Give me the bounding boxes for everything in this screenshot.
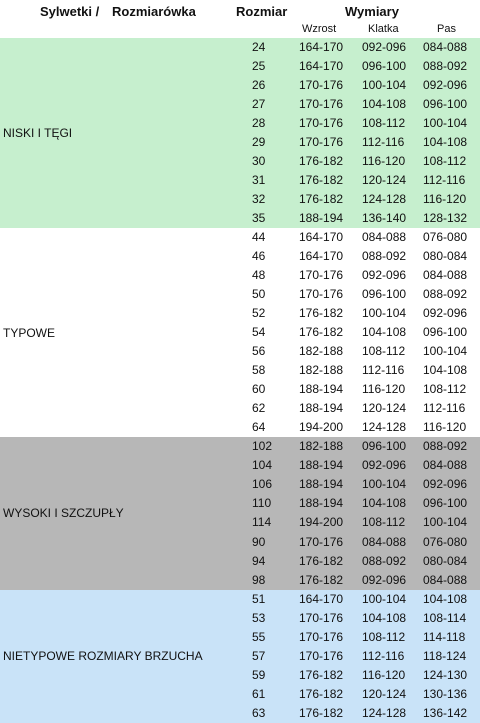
klatka-cell: 124-128: [362, 420, 407, 435]
size-cell: 106: [252, 477, 273, 492]
wzrost-cell: 176-182: [299, 686, 344, 701]
size-cell: 25: [252, 59, 266, 74]
group-label: NISKI I TĘGI: [3, 126, 73, 141]
table-row: [0, 323, 480, 342]
table-row: [0, 95, 480, 114]
size-cell: 28: [252, 116, 266, 131]
table-row: [0, 647, 480, 666]
size-cell: 114: [252, 515, 272, 530]
size-cell: 32: [252, 192, 266, 207]
klatka-cell: 096-100: [362, 287, 407, 302]
wzrost-cell: 182-188: [299, 439, 344, 454]
wzrost-cell: 176-182: [299, 306, 344, 321]
pas-cell: 096-100: [423, 97, 468, 112]
table-row: [0, 114, 480, 133]
pas-cell: 100-104: [423, 515, 468, 530]
size-cell: 35: [252, 211, 266, 226]
klatka-cell: 116-120: [362, 667, 406, 682]
klatka-cell: 100-104: [362, 306, 407, 321]
group-label: NIETYPOWE ROZMIARY BRZUCHA: [3, 649, 203, 664]
klatka-cell: 108-112: [362, 629, 406, 644]
klatka-cell: 088-092: [362, 553, 407, 568]
wzrost-cell: 170-176: [299, 116, 344, 131]
wzrost-cell: 170-176: [299, 534, 344, 549]
table-row: [0, 399, 480, 418]
table-row: [0, 418, 480, 437]
pas-cell: 130-136: [423, 686, 468, 701]
klatka-cell: 116-120: [362, 154, 406, 169]
size-cell: 27: [252, 97, 266, 112]
pas-cell: 100-104: [423, 116, 468, 131]
table-row: [0, 513, 480, 532]
klatka-cell: 120-124: [362, 686, 407, 701]
size-cell: 29: [252, 135, 266, 150]
pas-cell: 114-118: [423, 629, 466, 644]
header-klatka: Klatka: [368, 23, 399, 35]
pas-cell: 112-116: [423, 401, 466, 416]
table-row: [0, 342, 480, 361]
wzrost-cell: 188-194: [299, 211, 344, 226]
pas-cell: 088-092: [423, 59, 468, 74]
klatka-cell: 108-112: [362, 116, 406, 131]
size-cell: 60: [252, 382, 266, 397]
wzrost-cell: 170-176: [299, 78, 344, 93]
table-row: [0, 590, 480, 609]
klatka-cell: 108-112: [362, 344, 406, 359]
table-row: [0, 685, 480, 704]
klatka-cell: 096-100: [362, 439, 407, 454]
size-cell: 58: [252, 363, 266, 378]
table-row: [0, 475, 480, 494]
size-cell: 48: [252, 268, 266, 283]
pas-cell: 124-130: [423, 667, 468, 682]
wzrost-cell: 188-194: [299, 401, 344, 416]
table-row: [0, 285, 480, 304]
wzrost-cell: 164-170: [299, 230, 344, 245]
table-row: [0, 628, 480, 647]
wzrost-cell: 176-182: [299, 705, 344, 720]
table-row: [0, 571, 480, 590]
wzrost-cell: 170-176: [299, 610, 344, 625]
size-cell: 44: [252, 230, 266, 245]
group-label: TYPOWE: [3, 325, 56, 340]
table-row: [0, 609, 480, 628]
table-header: [0, 0, 480, 38]
klatka-cell: 104-108: [362, 496, 407, 511]
klatka-cell: 112-116: [362, 648, 405, 663]
wzrost-cell: 164-170: [299, 40, 344, 54]
size-cell: 59: [252, 667, 266, 682]
pas-cell: 096-100: [423, 496, 468, 511]
group-band: [0, 590, 480, 723]
wzrost-cell: 194-200: [299, 420, 344, 435]
pas-cell: 116-120: [423, 420, 467, 435]
size-cell: 61: [252, 686, 266, 701]
table-row: [0, 133, 480, 152]
group-band: [0, 228, 480, 437]
klatka-cell: 112-116: [362, 135, 405, 150]
pas-cell: 092-096: [423, 306, 468, 321]
table-row: [0, 57, 480, 76]
size-cell: 98: [252, 572, 266, 587]
table-row: [0, 304, 480, 323]
table-row: [0, 76, 480, 95]
pas-cell: 092-096: [423, 78, 468, 93]
wzrost-cell: 176-182: [299, 325, 344, 340]
size-cell: 90: [252, 534, 266, 549]
pas-cell: 104-108: [423, 363, 468, 378]
klatka-cell: 104-108: [362, 97, 407, 112]
size-cell: 54: [252, 325, 266, 340]
header-wzrost: Wzrost: [302, 23, 337, 35]
pas-cell: 080-084: [423, 553, 468, 568]
klatka-cell: 120-124: [362, 173, 407, 188]
size-cell: 110: [252, 496, 272, 511]
table-row: [0, 209, 480, 228]
klatka-cell: 116-120: [362, 382, 406, 397]
pas-cell: 080-084: [423, 249, 468, 264]
wzrost-cell: 188-194: [299, 382, 344, 397]
klatka-cell: 092-096: [362, 458, 407, 473]
table-row: [0, 494, 480, 513]
size-cell: 94: [252, 553, 266, 568]
wzrost-cell: 176-182: [299, 173, 344, 188]
table-row: [0, 437, 480, 456]
klatka-cell: 120-124: [362, 401, 407, 416]
table-row: [0, 361, 480, 380]
klatka-cell: 136-140: [362, 211, 407, 226]
klatka-cell: 124-128: [362, 705, 407, 720]
size-cell: 53: [252, 610, 266, 625]
table-row: [0, 190, 480, 209]
pas-cell: 084-088: [423, 572, 468, 587]
table-row: [0, 38, 480, 57]
pas-cell: 076-080: [423, 230, 468, 245]
pas-cell: 116-120: [423, 192, 467, 207]
table-row: [0, 228, 480, 247]
table-row: [0, 533, 480, 552]
klatka-cell: 092-096: [362, 268, 407, 283]
size-cell: 63: [252, 705, 266, 720]
pas-cell: 084-088: [423, 268, 468, 283]
klatka-cell: 100-104: [362, 78, 407, 93]
table-row: [0, 666, 480, 685]
size-cell: 57: [252, 648, 266, 663]
pas-cell: 108-112: [423, 382, 467, 397]
pas-cell: 104-108: [423, 135, 468, 150]
size-cell: 50: [252, 287, 266, 302]
pas-cell: 088-092: [423, 287, 468, 302]
table-row: [0, 171, 480, 190]
klatka-cell: 084-088: [362, 230, 407, 245]
size-cell: 52: [252, 306, 266, 321]
group-label: WYSOKI I SZCZUPŁY: [3, 506, 124, 521]
table-row: [0, 380, 480, 399]
pas-cell: 108-112: [423, 154, 467, 169]
klatka-cell: 104-108: [362, 325, 407, 340]
size-cell: 62: [252, 401, 266, 416]
size-cell: 102: [252, 439, 273, 454]
table-row: [0, 266, 480, 285]
klatka-cell: 092-096: [362, 572, 407, 587]
klatka-cell: 096-100: [362, 59, 407, 74]
pas-cell: 118-124: [423, 648, 467, 663]
header-rozmiarowka: Rozmiarówka: [112, 4, 196, 19]
size-cell: 26: [252, 78, 266, 93]
header-rozmiar: Rozmiar: [236, 4, 288, 19]
wzrost-cell: 170-176: [299, 648, 344, 663]
group-band: [0, 38, 480, 228]
wzrost-cell: 176-182: [299, 572, 344, 587]
pas-cell: 112-116: [423, 173, 466, 188]
pas-cell: 088-092: [423, 439, 468, 454]
pas-cell: 128-132: [423, 211, 468, 226]
wzrost-cell: 194-200: [299, 515, 344, 530]
wzrost-cell: 188-194: [299, 458, 344, 473]
klatka-cell: 084-088: [362, 534, 407, 549]
pas-cell: 084-088: [423, 40, 468, 54]
pas-cell: 096-100: [423, 325, 468, 340]
wzrost-cell: 170-176: [299, 135, 344, 150]
wzrost-cell: 164-170: [299, 591, 344, 606]
header-wymiary: Wymiary: [345, 4, 399, 19]
size-cell: 56: [252, 344, 266, 359]
pas-cell: 092-096: [423, 477, 468, 492]
wzrost-cell: 182-188: [299, 344, 344, 359]
wzrost-cell: 170-176: [299, 268, 344, 283]
klatka-cell: 100-104: [362, 477, 407, 492]
size-cell: 24: [252, 40, 266, 54]
size-cell: 64: [252, 420, 266, 435]
klatka-cell: 112-116: [362, 363, 405, 378]
klatka-cell: 108-112: [362, 515, 406, 530]
table-row: [0, 247, 480, 266]
wzrost-cell: 182-188: [299, 363, 344, 378]
pas-cell: 100-104: [423, 344, 468, 359]
header-pas: Pas: [437, 23, 456, 35]
table-row: [0, 552, 480, 571]
header-sylwetki: Sylwetki /: [40, 4, 100, 19]
size-cell: 104: [252, 458, 273, 473]
pas-cell: 108-114: [423, 610, 467, 625]
wzrost-cell: 164-170: [299, 59, 344, 74]
size-cell: 51: [252, 591, 266, 606]
klatka-cell: 124-128: [362, 192, 407, 207]
table-row: [0, 456, 480, 475]
klatka-cell: 092-096: [362, 40, 407, 54]
group-band: [0, 437, 480, 589]
size-cell: 31: [252, 173, 266, 188]
wzrost-cell: 170-176: [299, 287, 344, 302]
wzrost-cell: 176-182: [299, 154, 344, 169]
wzrost-cell: 176-182: [299, 192, 344, 207]
wzrost-cell: 176-182: [299, 553, 344, 568]
wzrost-cell: 188-194: [299, 477, 344, 492]
klatka-cell: 100-104: [362, 591, 407, 606]
wzrost-cell: 170-176: [299, 97, 344, 112]
wzrost-cell: 188-194: [299, 496, 344, 511]
klatka-cell: 104-108: [362, 610, 407, 625]
wzrost-cell: 170-176: [299, 629, 344, 644]
size-cell: 30: [252, 154, 266, 169]
pas-cell: 136-142: [423, 705, 468, 720]
size-cell: 46: [252, 249, 266, 264]
klatka-cell: 088-092: [362, 249, 407, 264]
size-cell: 55: [252, 629, 266, 644]
pas-cell: 084-088: [423, 458, 468, 473]
pas-cell: 104-108: [423, 591, 468, 606]
wzrost-cell: 176-182: [299, 667, 344, 682]
wzrost-cell: 164-170: [299, 249, 344, 264]
table-row: [0, 152, 480, 171]
pas-cell: 076-080: [423, 534, 468, 549]
